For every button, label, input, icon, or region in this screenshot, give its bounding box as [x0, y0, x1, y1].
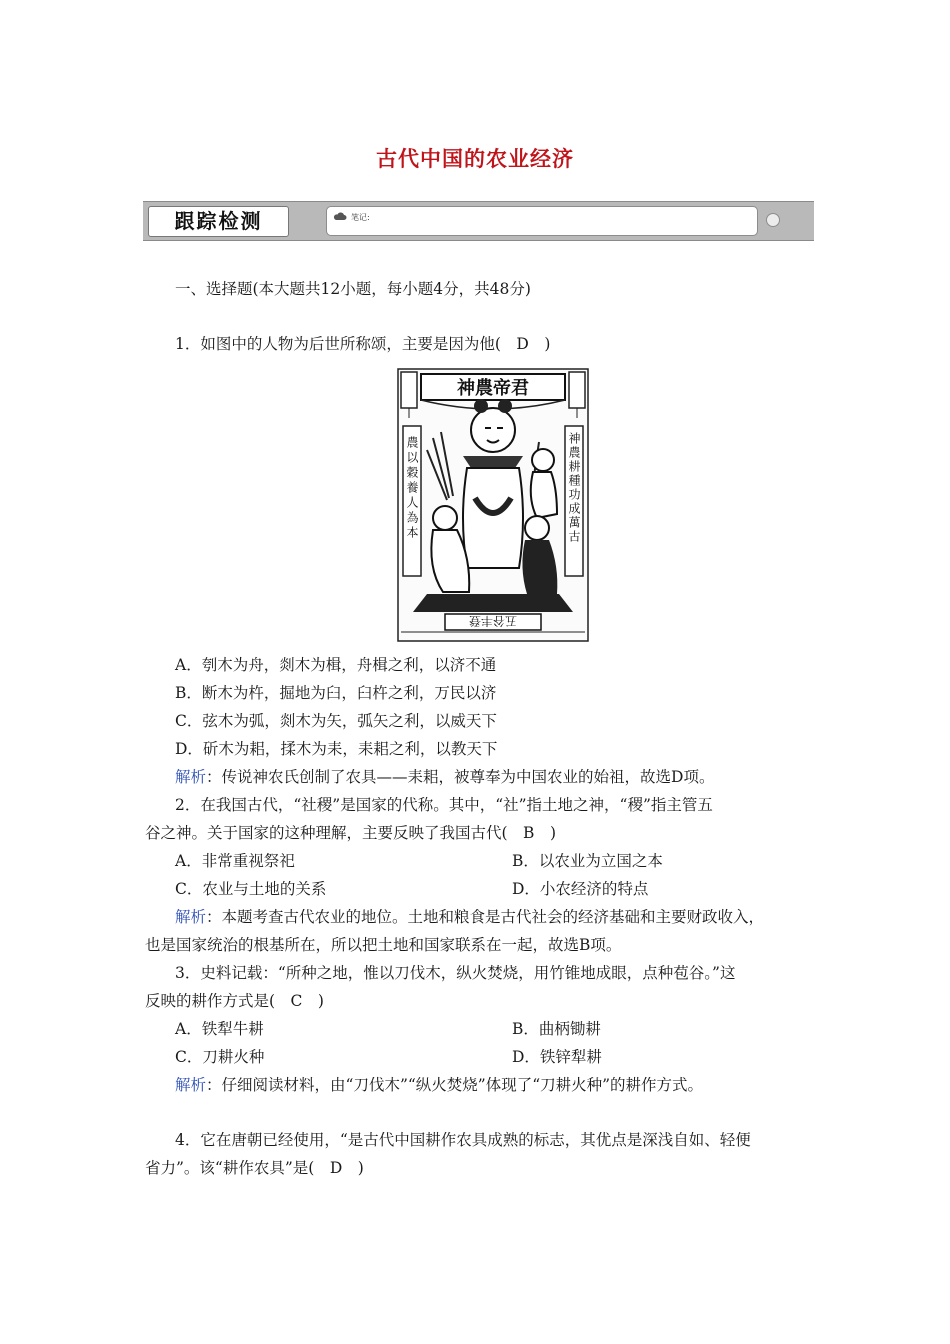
notes-label: 笔记:	[351, 213, 370, 222]
couplet-right: 神農耕種功成萬古	[567, 432, 581, 544]
couplet-left: 農以穀養人為本	[405, 436, 419, 541]
q2-stem-line1: 2．在我国古代，“社稷”是国家的代称。其中，“社”指土地之神，“稷”指主管五	[175, 796, 713, 814]
plaque-text: 神農帝君	[457, 378, 529, 399]
q2-analysis-line2: 也是国家统治的根基所在，所以把土地和国家联系在一起，故选B项。	[145, 936, 622, 954]
analysis-label: 解析	[175, 1076, 207, 1094]
shennong-figure	[397, 368, 589, 642]
q1-option-d: D．斫木为耜，揉木为耒，耒耜之利，以教天下	[175, 740, 498, 758]
q1-analysis	[175, 766, 714, 788]
q1-option-a: A．刳木为舟，剡木为楫，舟楫之利，以济不通	[175, 656, 497, 674]
analysis-text: ：传说神农氏创制了农具——耒耜，被尊奉为中国农业的始祖，故选D项。	[206, 768, 715, 786]
q2-option-b: B．以农业为立国之本	[512, 852, 663, 870]
pedestal-text: 五谷丰登	[468, 614, 518, 628]
q1-option-c: C．弦木为弧，剡木为矢，弧矢之利，以威天下	[175, 712, 497, 730]
q1-option-b: B．断木为杵，掘地为臼，臼杵之利，万民以济	[175, 684, 497, 702]
q3-stem-line2: 反映的耕作方式是( C )	[145, 992, 324, 1010]
q3-option-a: A．铁犁牛耕	[175, 1020, 264, 1038]
q3-option-d: D．铁锌犁耕	[512, 1048, 602, 1066]
q1-stem: 1．如图中的人物为后世所称颂，主要是因为他( D )	[175, 335, 551, 353]
section-tag: 跟踪检测	[148, 206, 289, 237]
analysis-label: 解析	[175, 908, 207, 926]
q3-analysis	[175, 1074, 703, 1096]
analysis-label: 解析	[175, 768, 207, 786]
section-header: 一、选择题(本大题共12小题，每小题4分，共48分)	[175, 280, 531, 298]
q3-option-b: B．曲柄锄耕	[512, 1020, 601, 1038]
q4-stem-line2: 省力”。该“耕作农具”是( D )	[145, 1159, 364, 1177]
page-title: 古代中国的农业经济	[376, 146, 574, 171]
q2-option-a: A．非常重视祭祀	[175, 852, 295, 870]
q2-analysis-line1	[175, 906, 764, 928]
q2-option-c: C．农业与土地的关系	[175, 880, 327, 898]
q2-stem-line2: 谷之神。关于国家的这种理解，主要反映了我国古代( B )	[145, 824, 556, 842]
analysis-text: ：仔细阅读材料，由“刀伐木”“纵火焚烧”体现了“刀耕火种”的耕作方式。	[206, 1076, 704, 1094]
q3-stem-line1: 3．史料记载：“所种之地，惟以刀伐木，纵火焚烧，用竹锥地成眼，点种苞谷。”这	[175, 964, 736, 982]
q2-option-d: D．小农经济的特点	[512, 880, 649, 898]
q4-stem-line1: 4．它在唐朝已经使用，“是古代中国耕作农具成熟的标志，其优点是深浅自如、轻便	[175, 1131, 751, 1149]
q3-option-c: C．刀耕火种	[175, 1048, 265, 1066]
analysis-text: ：本题考查古代农业的地位。土地和粮食是古代社会的经济基础和主要财政收入，	[206, 908, 765, 926]
